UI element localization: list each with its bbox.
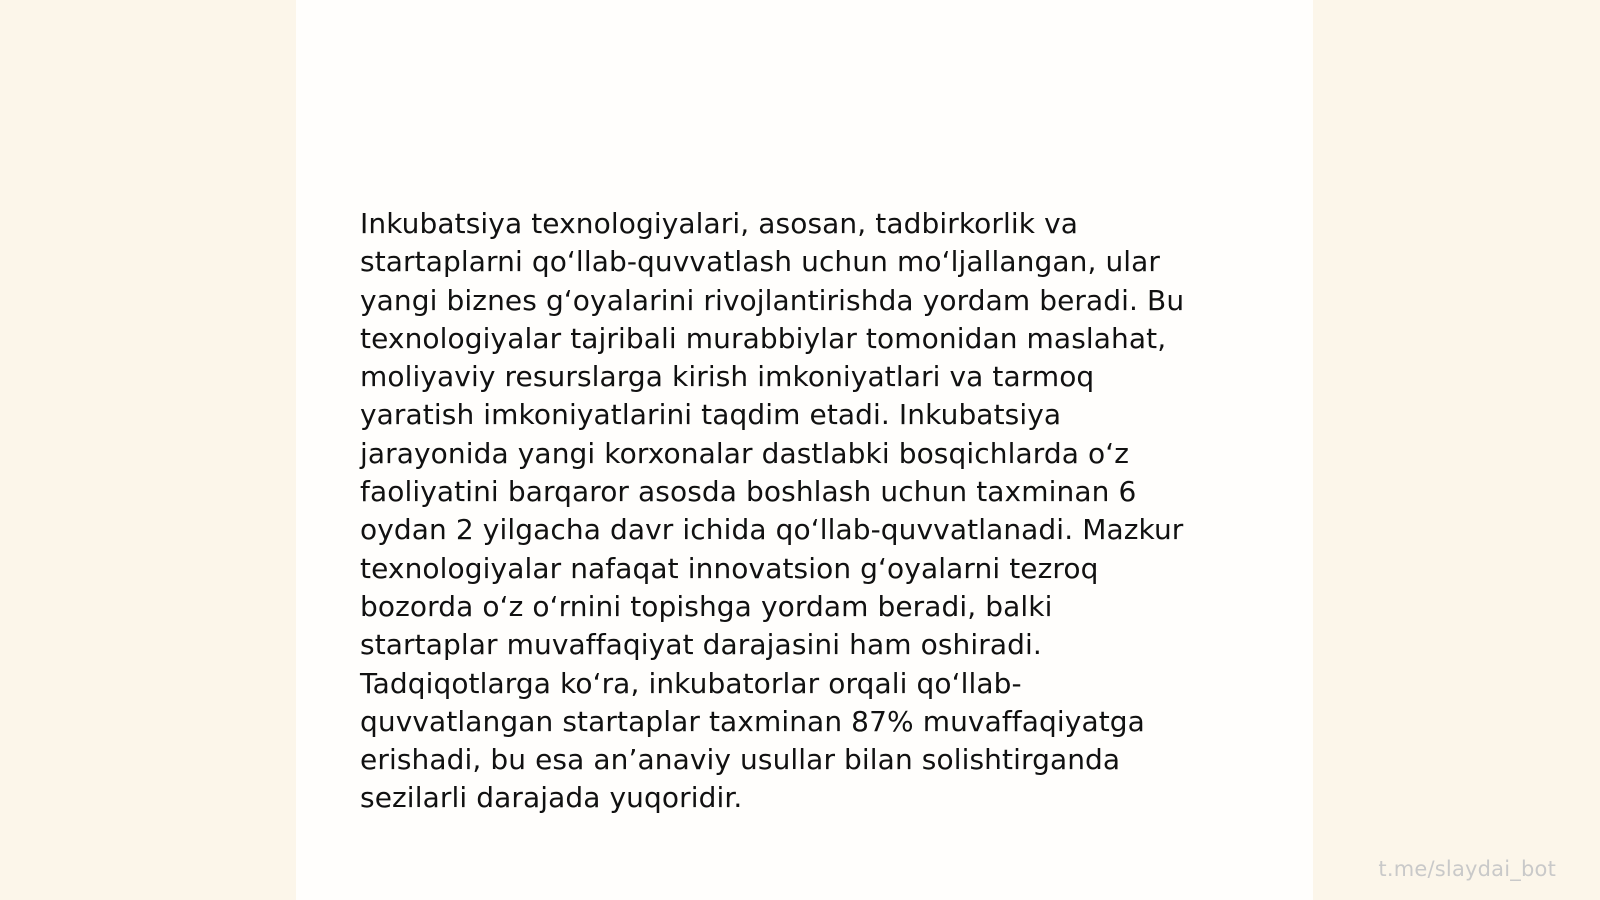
body-line: Tadqiqotlarga ko‘ra, inkubatorlar orqali qo‘llab- — [360, 666, 1022, 700]
body-line: faoliyatini barqaror asosda boshlash uchun taxminan 6 — [360, 475, 1137, 509]
body-line: startaplar muvaffaqiyat darajasini ham oshiradi. — [360, 628, 1042, 662]
slide-body-text — [360, 205, 1260, 818]
body-line: bozorda o‘z o‘rnini topishga yordam beradi, balki — [360, 589, 1053, 623]
right-margin-background — [1313, 0, 1600, 900]
body-line: yaratish imkoniyatlarini taqdim etadi. Inkubatsiya — [360, 398, 1062, 432]
body-line: quvvatlangan startaplar taxminan 87% muvaffaqiyatga — [360, 704, 1145, 738]
left-margin-background — [0, 0, 296, 900]
body-line: jarayonida yangi korxonalar dastlabki bosqichlarda o‘z — [360, 436, 1130, 470]
body-line: Inkubatsiya texnologiyalari, asosan, tadbirkorlik va — [360, 207, 1078, 240]
body-line: texnologiyalar nafaqat innovatsion g‘oyalarni tezroq — [360, 551, 1099, 585]
body-line: startaplarni qo‘llab-quvvatlash uchun mo‘ljallangan, ular — [360, 245, 1161, 279]
body-line: yangi biznes g‘oyalarini rivojlantirishda yordam beradi. Bu — [360, 283, 1185, 317]
body-line: oydan 2 yilgacha davr ichida qo‘llab-quvvatlanadi. Mazkur — [360, 513, 1184, 547]
body-line: moliyaviy resurslarga kirish imkoniyatlari va tarmoq — [360, 360, 1095, 394]
watermark-text: t.me/slaydai_bot — [1378, 857, 1556, 881]
slide-canvas — [296, 0, 1313, 900]
body-line: texnologiyalar tajribali murabbiylar tomonidan maslahat, — [360, 321, 1167, 355]
body-line: sezilarli darajada yuqoridir. — [360, 781, 743, 815]
body-line: erishadi, bu esa an’anaviy usullar bilan solishtirganda — [360, 743, 1121, 777]
